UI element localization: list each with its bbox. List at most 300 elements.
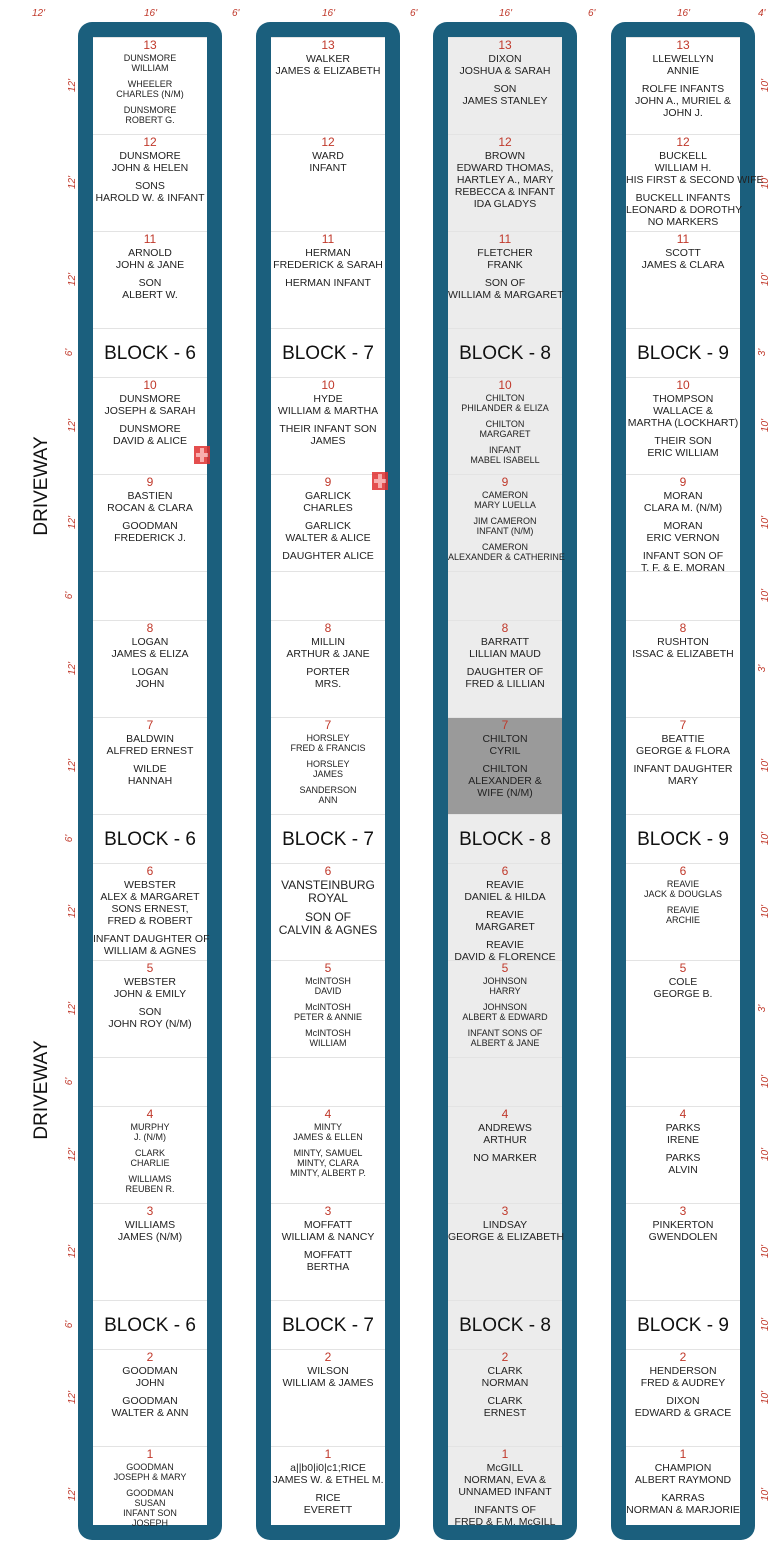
plot-number: 4: [146, 1107, 154, 1121]
plot-occupants: [448, 488, 565, 562]
name-group: [448, 247, 562, 271]
name-line: LEONARD & DOROTHY: [626, 204, 743, 216]
name-line: HORSLEY: [306, 733, 350, 743]
plot-11[interactable]: [448, 231, 562, 328]
name-group: [626, 393, 740, 429]
name-line: T. F. & E. MORAN: [640, 562, 725, 574]
name-line: MILLIN: [311, 636, 345, 648]
top-dimension-label: 6': [232, 8, 240, 19]
name-group: [626, 763, 740, 787]
name-line: BASTIEN: [127, 490, 173, 502]
left-dimension-label: 12': [67, 1147, 79, 1161]
plot-number: 5: [324, 961, 332, 975]
plot-2[interactable]: [448, 1349, 562, 1446]
plot-column-block-7: [271, 37, 385, 1525]
left-dimension-label: 12': [67, 272, 79, 286]
name-line: HERMAN: [305, 247, 351, 259]
name-line: CLARK: [134, 1148, 165, 1158]
location-marker-icon[interactable]: [372, 472, 388, 490]
plot-9[interactable]: [626, 474, 740, 574]
block-label: BLOCK - 9: [626, 1300, 740, 1349]
name-line: JOHNSON: [482, 1002, 527, 1012]
name-line: SONS: [135, 180, 165, 192]
name-group: [271, 1002, 385, 1022]
name-line: CHILTON: [485, 419, 525, 429]
name-line: BUCKELL INFANTS: [635, 192, 731, 204]
plot-7[interactable]: [271, 717, 385, 814]
plot-3[interactable]: [626, 1203, 740, 1300]
name-line: BEATTIE: [661, 733, 705, 745]
plot-8[interactable]: [448, 620, 562, 717]
left-dimension-label: 12': [67, 78, 79, 92]
right-dimension-label: 3': [757, 664, 769, 672]
name-line: INFANT: [488, 445, 521, 455]
name-group: [448, 150, 562, 210]
name-line: WILLIAM & JAMES: [282, 1377, 374, 1389]
name-line: INFANT (N/M): [476, 526, 534, 536]
plot-occupants: [271, 634, 385, 690]
name-line: DUNSMORE: [123, 105, 177, 115]
plot-gap[interactable]: [626, 571, 740, 620]
plot-11[interactable]: [626, 231, 740, 328]
name-line: UNNAMED INFANT: [458, 1486, 552, 1498]
plot-number: 13: [143, 38, 157, 52]
name-line: SCOTT: [665, 247, 701, 259]
plot-occupants: [448, 51, 562, 107]
plot-occupants: [93, 1120, 207, 1194]
name-line: SON: [138, 277, 162, 289]
name-line: WILLIAM: [131, 63, 169, 73]
name-group: [626, 1219, 740, 1243]
name-line: MRS.: [314, 678, 342, 690]
plot-2[interactable]: [93, 1349, 207, 1446]
block-label: BLOCK - 9: [626, 814, 740, 863]
name-line: DANIEL & HILDA: [464, 891, 546, 903]
right-dimension-label: 10': [760, 272, 772, 286]
plot-occupants: [271, 488, 385, 562]
name-group: [448, 1395, 562, 1419]
name-line: JAMES & ELLEN: [293, 1132, 363, 1142]
plot-occupants: [93, 731, 207, 787]
top-dimension-label: 4': [758, 8, 766, 19]
plot-occupants: [93, 391, 207, 447]
plot-4[interactable]: [271, 1106, 385, 1203]
plot-occupants: [271, 245, 385, 289]
plot-number: 2: [679, 1350, 687, 1364]
right-dimension-label: 10': [760, 175, 772, 189]
block-label: BLOCK - 7: [271, 328, 385, 377]
plot-1[interactable]: [626, 1446, 740, 1543]
plot-number: 10: [321, 378, 335, 392]
plot-number: 11: [676, 232, 690, 246]
name-group: [93, 666, 207, 690]
name-group: [271, 277, 385, 289]
name-line: LOGAN: [131, 666, 169, 678]
name-group: [271, 1365, 385, 1389]
name-group: [271, 1462, 385, 1486]
name-line: RUSHTON: [657, 636, 709, 648]
plot-number: 2: [324, 1350, 332, 1364]
name-group: [448, 83, 562, 107]
plot-number: 4: [324, 1107, 332, 1121]
name-line: RICE: [315, 1492, 341, 1504]
name-line: JAMES & CLARA: [641, 259, 725, 271]
plot-number: 7: [146, 718, 154, 732]
plot-occupants: [626, 245, 740, 271]
name-group: [626, 490, 740, 514]
plot-4[interactable]: [448, 1106, 562, 1203]
plot-gap[interactable]: [626, 1057, 740, 1106]
plot-9[interactable]: [93, 474, 207, 571]
plot-gap[interactable]: [271, 571, 385, 620]
name-line: JOHN: [135, 678, 165, 690]
plot-occupants: [626, 634, 740, 660]
left-dimension-label: 6': [64, 834, 76, 842]
name-group: [93, 1006, 207, 1030]
plot-occupants: [271, 1460, 385, 1516]
name-line: GOODMAN: [126, 1462, 174, 1472]
plot-gap[interactable]: [93, 1057, 207, 1106]
name-group: [271, 393, 385, 417]
plot-8[interactable]: [626, 620, 740, 717]
name-line: LOGAN: [131, 636, 169, 648]
plot-number: 7: [679, 718, 687, 732]
name-group: [93, 1122, 207, 1142]
plot-number: 8: [679, 621, 687, 635]
name-line: EDWARD & GRACE: [634, 1407, 732, 1419]
name-group: [626, 733, 740, 757]
name-line: BARRATT: [480, 636, 530, 648]
plot-number: 6: [679, 864, 687, 878]
plot-5[interactable]: [271, 960, 385, 1057]
plot-6[interactable]: [448, 863, 562, 963]
left-dimension-label: 12': [67, 175, 79, 189]
name-group: [271, 423, 385, 447]
plot-12[interactable]: [626, 134, 764, 231]
plot-occupants: [93, 974, 207, 1030]
name-line: ANN: [318, 795, 338, 805]
left-dimension-label: 6': [64, 348, 76, 356]
driveway-label: DRIVEWAY: [31, 1040, 52, 1140]
plot-occupants: [448, 1460, 562, 1528]
name-line: REAVIE: [486, 879, 524, 891]
plot-13[interactable]: [626, 37, 740, 134]
plot-13[interactable]: [448, 37, 562, 134]
name-line: DUNSMORE: [119, 423, 181, 435]
plot-number: 6: [324, 864, 332, 878]
name-line: ALBERT W.: [122, 289, 178, 301]
name-line: BUCKELL: [659, 150, 707, 162]
block-label: BLOCK - 6: [93, 1300, 207, 1349]
name-group: [626, 520, 740, 544]
name-group: [271, 550, 385, 562]
name-line: GARLICK: [304, 490, 352, 502]
plot-13[interactable]: [271, 37, 385, 134]
name-group: [93, 105, 207, 125]
plot-occupants: [448, 245, 562, 301]
name-line: McGILL: [486, 1462, 524, 1474]
plot-gap[interactable]: [93, 571, 207, 620]
plot-occupants: [626, 1217, 740, 1243]
plot-7[interactable]: [448, 717, 562, 814]
name-line: McINTOSH: [305, 976, 351, 986]
name-line: WILLIAM & NANCY: [281, 1231, 375, 1243]
plot-occupants: [626, 731, 740, 787]
plot-column-block-9: [626, 37, 764, 1525]
name-group: [271, 759, 385, 779]
name-line: MARGARET: [479, 429, 531, 439]
name-group: [448, 490, 562, 510]
left-dimension-label: 12': [67, 515, 79, 529]
name-group: [448, 1365, 562, 1389]
plot-occupants: [448, 634, 562, 690]
name-line: JOSHUA & SARAH: [459, 65, 551, 77]
plot-3[interactable]: [93, 1203, 207, 1300]
name-group: [626, 1152, 740, 1176]
name-line: JOSEPH: [131, 1518, 168, 1528]
name-line: MARY LUELLA: [474, 500, 536, 510]
plot-6[interactable]: [93, 863, 210, 960]
plot-number: 1: [146, 1447, 154, 1461]
name-line: WIFE (N/M): [477, 787, 533, 799]
plot-3[interactable]: [271, 1203, 385, 1300]
plot-6[interactable]: [626, 863, 740, 960]
name-line: COLE: [668, 976, 698, 988]
top-dimension-label: 16': [677, 8, 691, 19]
plot-number: 8: [501, 621, 509, 635]
right-dimension-label: 10': [760, 78, 772, 92]
name-group: [271, 636, 385, 660]
name-group: [448, 1152, 562, 1164]
name-group: [93, 1488, 207, 1528]
name-line: REAVIE: [666, 905, 700, 915]
right-dimension-label: 10': [760, 1487, 772, 1501]
name-line: LILLIAN MAUD: [469, 648, 541, 660]
plot-number: 3: [679, 1204, 687, 1218]
plot-occupants: [626, 877, 740, 925]
plot-number: 10: [676, 378, 690, 392]
plot-gap[interactable]: [271, 1057, 385, 1106]
name-group: [93, 393, 207, 417]
plot-number: 2: [501, 1350, 509, 1364]
name-line: WILLIAMS: [128, 1174, 172, 1184]
name-line: CYRIL: [489, 745, 521, 757]
plot-12[interactable]: [93, 134, 207, 231]
plot-occupants: [93, 148, 207, 204]
plot-number: 12: [498, 135, 512, 149]
name-group: [93, 879, 207, 927]
top-dimension-label: 12': [32, 8, 46, 19]
name-line: CLARK: [487, 1365, 523, 1377]
plot-number: 12: [321, 135, 335, 149]
name-group: [93, 423, 207, 447]
name-line: JAMES STANLEY: [462, 95, 548, 107]
name-group: [271, 1219, 385, 1243]
name-line: MINTY, ALBERT P.: [290, 1168, 366, 1178]
plot-number: 1: [324, 1447, 332, 1461]
plot-10[interactable]: [271, 377, 385, 474]
name-line: FRED & LILLIAN: [465, 678, 545, 690]
plot-9[interactable]: [271, 474, 385, 571]
name-line: HERMAN INFANT: [285, 277, 371, 289]
name-line: DUNSMORE: [119, 150, 181, 162]
name-group: [626, 879, 740, 899]
name-line: NO MARKER: [473, 1152, 537, 1164]
name-line: NO MARKERS: [647, 216, 719, 228]
name-line: DAVID & FLORENCE: [454, 951, 556, 963]
name-line: CHARLIE: [130, 1158, 170, 1168]
name-line: FREDERICK J.: [114, 532, 186, 544]
plot-4[interactable]: [626, 1106, 740, 1203]
right-dimension-label: 10': [760, 904, 772, 918]
plot-9[interactable]: [448, 474, 565, 571]
name-line: HAROLD W. & INFANT: [95, 192, 205, 204]
top-dimension-label: 6': [410, 8, 418, 19]
name-line: McINTOSH: [305, 1028, 351, 1038]
name-line: J. (N/M): [134, 1132, 166, 1142]
top-dimension-label: 16': [144, 8, 158, 19]
plot-occupants: [626, 148, 764, 228]
plot-2[interactable]: [271, 1349, 385, 1446]
name-group: [271, 785, 385, 805]
plot-gap[interactable]: [448, 1057, 562, 1106]
plot-number: 4: [679, 1107, 687, 1121]
name-line: WALTER & ANN: [111, 1407, 189, 1419]
name-group: [93, 150, 207, 174]
name-group: [448, 277, 562, 301]
name-line: BERTHA: [306, 1261, 350, 1273]
plot-10[interactable]: [93, 377, 207, 474]
name-line: JOSEPH & MARY: [113, 1472, 187, 1482]
plot-occupants: [626, 974, 740, 1000]
plot-occupants: [271, 877, 385, 937]
name-line: WILLIAM & MARGARET: [448, 289, 564, 301]
plot-1[interactable]: [93, 1446, 207, 1543]
name-line: REAVIE: [666, 879, 700, 889]
plot-occupants: [448, 148, 562, 210]
right-dimension-label: 10': [760, 588, 772, 602]
name-group: [271, 150, 385, 174]
name-line: HANNAH: [127, 775, 173, 787]
name-line: NORMAN & MARJORIE: [626, 1504, 740, 1516]
plot-13[interactable]: [93, 37, 207, 134]
plot-8[interactable]: [93, 620, 207, 717]
name-group: [93, 933, 210, 957]
name-group: [271, 1492, 385, 1516]
plot-occupants: [271, 51, 385, 77]
name-line: HYDE: [313, 393, 343, 405]
name-group: [626, 150, 764, 186]
name-line: GEORGE & FLORA: [636, 745, 730, 757]
name-group: [448, 733, 562, 757]
name-line: GOODMAN: [122, 1395, 178, 1407]
name-line: FRED & F.M. McGILL: [454, 1516, 556, 1528]
name-group: [626, 905, 740, 925]
plot-number: 5: [501, 961, 509, 975]
right-dimension-label: 10': [760, 758, 772, 772]
plot-6[interactable]: [271, 863, 385, 960]
name-line: MINTY, CLARA: [297, 1158, 359, 1168]
plot-5[interactable]: [448, 960, 562, 1057]
plot-occupants: [93, 634, 207, 690]
plot-number: 10: [498, 378, 512, 392]
name-line: GEORGE & ELIZABETH: [448, 1231, 565, 1243]
name-line: JAMES: [310, 435, 346, 447]
plot-7[interactable]: [626, 717, 740, 814]
name-line: CHARLES (N/M): [116, 89, 184, 99]
plot-number: 12: [676, 135, 690, 149]
name-line: LLEWELLYN: [652, 53, 714, 65]
name-line: JAMES: [312, 769, 343, 779]
name-line: HARTLEY A., MARY: [456, 174, 554, 186]
name-group: [271, 247, 385, 271]
plot-number: 3: [501, 1204, 509, 1218]
plot-number: 10: [143, 378, 157, 392]
name-line: GOODMAN: [122, 520, 178, 532]
name-group: [93, 247, 207, 271]
top-dimension-label: 16': [499, 8, 513, 19]
name-group: [93, 976, 207, 1000]
plot-occupants: [271, 731, 385, 805]
plot-number: 7: [501, 718, 509, 732]
plot-7[interactable]: [93, 717, 207, 814]
plot-4[interactable]: [93, 1106, 207, 1203]
name-line: WILLIAMS: [124, 1219, 176, 1231]
name-line: CLARA M. (N/M): [643, 502, 723, 514]
plot-gap[interactable]: [448, 571, 562, 620]
plot-10[interactable]: [626, 377, 740, 474]
name-line: MABEL ISABELL: [470, 455, 540, 465]
name-group: [448, 1002, 562, 1022]
name-line: ARCHIE: [665, 915, 700, 925]
name-group: [626, 435, 740, 459]
right-dimension-label: 3': [757, 1004, 769, 1012]
plot-8[interactable]: [271, 620, 385, 717]
plot-11[interactable]: [93, 231, 207, 328]
plot-5[interactable]: [626, 960, 740, 1057]
name-group: [93, 1219, 207, 1243]
plot-5[interactable]: [93, 960, 207, 1057]
plot-12[interactable]: [448, 134, 562, 231]
plot-2[interactable]: [626, 1349, 740, 1446]
plot-number: 13: [321, 38, 335, 52]
left-dimension-label: 12': [67, 1487, 79, 1501]
name-line: ALFRED ERNEST: [106, 745, 194, 757]
plot-11[interactable]: [271, 231, 385, 328]
plot-10[interactable]: [448, 377, 562, 474]
plot-1[interactable]: [448, 1446, 562, 1543]
name-line: ARTHUR & JANE: [286, 648, 370, 660]
name-group: [93, 520, 207, 544]
plot-occupants: [448, 877, 562, 963]
plot-number: 7: [324, 718, 332, 732]
name-line: WILDE: [133, 763, 167, 775]
plot-occupants: [93, 245, 207, 301]
plot-12[interactable]: [271, 134, 385, 231]
plot-occupants: [93, 1363, 207, 1419]
name-group: [271, 976, 385, 996]
plot-number: 9: [679, 475, 687, 489]
plot-3[interactable]: [448, 1203, 565, 1300]
location-marker-icon[interactable]: [194, 446, 210, 464]
name-group: [271, 490, 385, 514]
plot-1[interactable]: [271, 1446, 385, 1543]
name-group: [626, 53, 740, 77]
plot-number: 5: [679, 961, 687, 975]
name-group: [448, 879, 562, 903]
name-line: WILSON: [307, 1365, 349, 1377]
name-line: ALBERT & EDWARD: [462, 1012, 548, 1022]
